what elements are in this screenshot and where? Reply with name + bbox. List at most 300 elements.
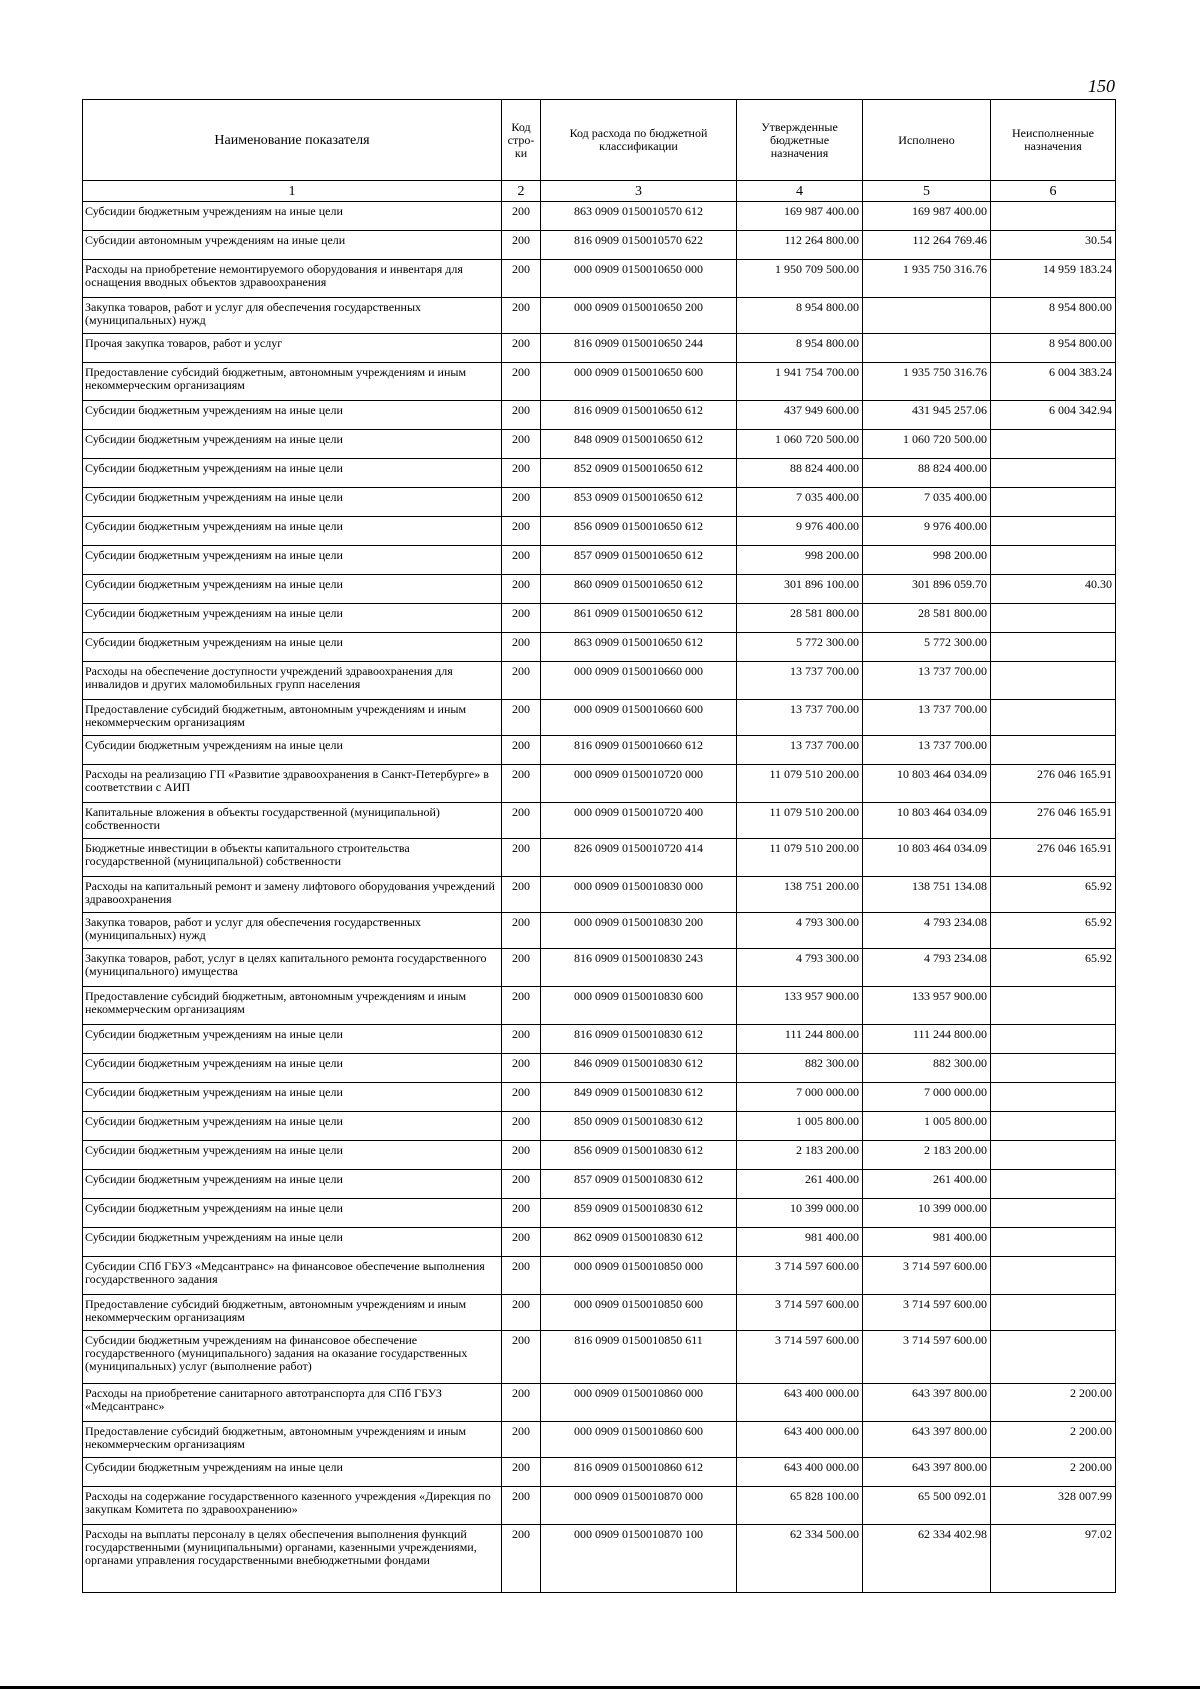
row-unexecuted xyxy=(991,633,1116,662)
row-unexecuted xyxy=(991,459,1116,488)
row-name: Предоставление субсидий бюджетным, автономным учреждениям и иным некоммерческим организациям xyxy=(83,700,502,736)
row-name: Субсидии бюджетным учреждениям на иные цели xyxy=(83,1199,502,1228)
row-executed: 3 714 597 600.00 xyxy=(863,1331,991,1384)
row-budget-code: 000 0909 0150010660 000 xyxy=(541,662,737,700)
row-line-code: 200 xyxy=(502,1054,541,1083)
row-approved: 9 976 400.00 xyxy=(737,517,863,546)
table-row xyxy=(83,401,1116,430)
row-unexecuted: 276 046 165.91 xyxy=(991,803,1116,839)
table-row xyxy=(83,231,1116,260)
row-executed: 2 183 200.00 xyxy=(863,1141,991,1170)
row-approved: 261 400.00 xyxy=(737,1170,863,1199)
row-budget-code: 816 0909 0150010850 611 xyxy=(541,1331,737,1384)
row-executed: 138 751 134.08 xyxy=(863,877,991,913)
row-budget-code: 000 0909 0150010650 000 xyxy=(541,260,737,298)
row-approved: 7 035 400.00 xyxy=(737,488,863,517)
table-row xyxy=(83,803,1116,839)
table-row xyxy=(83,949,1116,987)
table-row xyxy=(83,260,1116,298)
row-approved: 11 079 510 200.00 xyxy=(737,803,863,839)
row-approved: 981 400.00 xyxy=(737,1228,863,1257)
header-unexecuted: Неисполненные назначения xyxy=(991,100,1116,181)
row-line-code: 200 xyxy=(502,949,541,987)
row-unexecuted xyxy=(991,736,1116,765)
row-approved: 112 264 800.00 xyxy=(737,231,863,260)
table-row xyxy=(83,202,1116,231)
row-name: Субсидии бюджетным учреждениям на иные цели xyxy=(83,430,502,459)
row-executed: 4 793 234.08 xyxy=(863,913,991,949)
row-executed: 111 244 800.00 xyxy=(863,1025,991,1054)
table-row xyxy=(83,913,1116,949)
table-row xyxy=(83,662,1116,700)
row-budget-code: 850 0909 0150010830 612 xyxy=(541,1112,737,1141)
row-approved: 3 714 597 600.00 xyxy=(737,1295,863,1331)
row-approved: 13 737 700.00 xyxy=(737,700,863,736)
row-name: Субсидии бюджетным учреждениям на иные цели xyxy=(83,604,502,633)
row-approved: 11 079 510 200.00 xyxy=(737,765,863,803)
row-budget-code: 000 0909 0150010720 400 xyxy=(541,803,737,839)
table-row xyxy=(83,1170,1116,1199)
table-row xyxy=(83,839,1116,877)
row-executed: 3 714 597 600.00 xyxy=(863,1295,991,1331)
row-unexecuted xyxy=(991,1112,1116,1141)
row-budget-code: 000 0909 0150010870 000 xyxy=(541,1487,737,1525)
row-executed: 10 803 464 034.09 xyxy=(863,839,991,877)
row-unexecuted xyxy=(991,700,1116,736)
row-approved: 8 954 800.00 xyxy=(737,334,863,363)
row-budget-code: 000 0909 0150010660 600 xyxy=(541,700,737,736)
row-budget-code: 816 0909 0150010830 612 xyxy=(541,1025,737,1054)
row-line-code: 200 xyxy=(502,1112,541,1141)
row-unexecuted xyxy=(991,1025,1116,1054)
row-unexecuted xyxy=(991,517,1116,546)
column-number-row xyxy=(83,181,1116,202)
table-row xyxy=(83,736,1116,765)
row-unexecuted: 65.92 xyxy=(991,949,1116,987)
header-executed: Исполнено xyxy=(863,100,991,181)
row-approved: 998 200.00 xyxy=(737,546,863,575)
row-budget-code: 857 0909 0150010830 612 xyxy=(541,1170,737,1199)
row-budget-code: 846 0909 0150010830 612 xyxy=(541,1054,737,1083)
row-executed: 301 896 059.70 xyxy=(863,575,991,604)
row-unexecuted: 65.92 xyxy=(991,913,1116,949)
row-approved: 882 300.00 xyxy=(737,1054,863,1083)
row-line-code: 200 xyxy=(502,736,541,765)
row-approved: 169 987 400.00 xyxy=(737,202,863,231)
row-approved: 3 714 597 600.00 xyxy=(737,1257,863,1295)
row-name: Субсидии СПб ГБУЗ «Медсантранс» на финансовое обеспечение выполнения государственного задания xyxy=(83,1257,502,1295)
row-name: Субсидии бюджетным учреждениям на иные цели xyxy=(83,517,502,546)
row-unexecuted xyxy=(991,430,1116,459)
row-budget-code: 816 0909 0150010650 612 xyxy=(541,401,737,430)
row-executed: 13 737 700.00 xyxy=(863,736,991,765)
row-executed: 133 957 900.00 xyxy=(863,987,991,1025)
row-unexecuted: 8 954 800.00 xyxy=(991,298,1116,334)
table-row xyxy=(83,700,1116,736)
row-name: Расходы на капитальный ремонт и замену лифтового оборудования учреждений здравоохранения xyxy=(83,877,502,913)
row-executed: 88 824 400.00 xyxy=(863,459,991,488)
row-line-code: 200 xyxy=(502,839,541,877)
table-row xyxy=(83,1458,1116,1487)
row-budget-code: 000 0909 0150010830 000 xyxy=(541,877,737,913)
row-budget-code: 000 0909 0150010870 100 xyxy=(541,1525,737,1593)
row-name: Субсидии бюджетным учреждениям на иные цели xyxy=(83,1458,502,1487)
row-line-code: 200 xyxy=(502,1083,541,1112)
row-line-code: 200 xyxy=(502,765,541,803)
row-line-code: 200 xyxy=(502,1199,541,1228)
row-approved: 1 941 754 700.00 xyxy=(737,363,863,401)
row-approved: 4 793 300.00 xyxy=(737,949,863,987)
table-row xyxy=(83,546,1116,575)
row-name: Расходы на приобретение немонтируемого оборудования и инвентаря для оснащения вводных объектов здравоохранения xyxy=(83,260,502,298)
column-number: 3 xyxy=(541,181,737,202)
row-executed: 28 581 800.00 xyxy=(863,604,991,633)
row-line-code: 200 xyxy=(502,1384,541,1422)
row-executed: 643 397 800.00 xyxy=(863,1384,991,1422)
row-executed: 1 060 720 500.00 xyxy=(863,430,991,459)
row-executed: 643 397 800.00 xyxy=(863,1422,991,1458)
row-unexecuted xyxy=(991,1257,1116,1295)
row-line-code: 200 xyxy=(502,913,541,949)
row-line-code: 200 xyxy=(502,700,541,736)
row-name: Прочая закупка товаров, работ и услуг xyxy=(83,334,502,363)
row-budget-code: 000 0909 0150010830 200 xyxy=(541,913,737,949)
row-approved: 1 950 709 500.00 xyxy=(737,260,863,298)
row-name: Расходы на обеспечение доступности учреждений здравоохранения для инвалидов и других маломобильных групп населения xyxy=(83,662,502,700)
row-executed: 981 400.00 xyxy=(863,1228,991,1257)
row-unexecuted: 2 200.00 xyxy=(991,1458,1116,1487)
row-budget-code: 826 0909 0150010720 414 xyxy=(541,839,737,877)
table-row xyxy=(83,459,1116,488)
row-line-code: 200 xyxy=(502,488,541,517)
row-approved: 28 581 800.00 xyxy=(737,604,863,633)
row-approved: 643 400 000.00 xyxy=(737,1384,863,1422)
row-unexecuted: 6 004 383.24 xyxy=(991,363,1116,401)
row-line-code: 200 xyxy=(502,1458,541,1487)
row-approved: 8 954 800.00 xyxy=(737,298,863,334)
table-row xyxy=(83,430,1116,459)
row-approved: 133 957 900.00 xyxy=(737,987,863,1025)
row-line-code: 200 xyxy=(502,1170,541,1199)
row-approved: 62 334 500.00 xyxy=(737,1525,863,1593)
table-row xyxy=(83,1199,1116,1228)
header-indicator-name: Наименование показателя xyxy=(83,100,502,181)
row-unexecuted xyxy=(991,1141,1116,1170)
row-budget-code: 859 0909 0150010830 612 xyxy=(541,1199,737,1228)
row-name: Капитальные вложения в объекты государственной (муниципальной) собственности xyxy=(83,803,502,839)
row-name: Субсидии бюджетным учреждениям на финансовое обеспечение государственного (муниципального) задания на оказание государственных (муниципальных) услуг (выполнение работ) xyxy=(83,1331,502,1384)
row-line-code: 200 xyxy=(502,877,541,913)
table-body xyxy=(83,202,1116,1593)
column-number: 6 xyxy=(991,181,1116,202)
table-row xyxy=(83,877,1116,913)
row-line-code: 200 xyxy=(502,202,541,231)
table-row xyxy=(83,517,1116,546)
table-row xyxy=(83,363,1116,401)
row-line-code: 200 xyxy=(502,604,541,633)
row-name: Расходы на приобретение санитарного автотранспорта для СПб ГБУЗ «Медсантранс» xyxy=(83,1384,502,1422)
row-line-code: 200 xyxy=(502,1141,541,1170)
row-budget-code: 816 0909 0150010660 612 xyxy=(541,736,737,765)
row-name: Субсидии бюджетным учреждениям на иные цели xyxy=(83,1170,502,1199)
row-unexecuted xyxy=(991,1331,1116,1384)
row-name: Закупка товаров, работ, услуг в целях капитального ремонта государственного (муниципального) имущества xyxy=(83,949,502,987)
column-number: 4 xyxy=(737,181,863,202)
row-executed: 7 035 400.00 xyxy=(863,488,991,517)
row-approved: 13 737 700.00 xyxy=(737,736,863,765)
header-approved: Утвержденные бюджетные назначения xyxy=(737,100,863,181)
row-line-code: 200 xyxy=(502,231,541,260)
row-name: Субсидии бюджетным учреждениям на иные цели xyxy=(83,633,502,662)
table-row xyxy=(83,575,1116,604)
header-budget-code: Код расхода по бюджетной классификации xyxy=(541,100,737,181)
table-header xyxy=(83,100,1116,202)
row-line-code: 200 xyxy=(502,1228,541,1257)
row-line-code: 200 xyxy=(502,1525,541,1593)
row-budget-code: 852 0909 0150010650 612 xyxy=(541,459,737,488)
row-executed: 112 264 769.46 xyxy=(863,231,991,260)
table-row xyxy=(83,765,1116,803)
row-budget-code: 853 0909 0150010650 612 xyxy=(541,488,737,517)
column-number: 5 xyxy=(863,181,991,202)
row-executed: 10 803 464 034.09 xyxy=(863,765,991,803)
row-unexecuted: 2 200.00 xyxy=(991,1422,1116,1458)
row-unexecuted xyxy=(991,987,1116,1025)
row-unexecuted: 97.02 xyxy=(991,1525,1116,1593)
row-line-code: 200 xyxy=(502,662,541,700)
table-row xyxy=(83,1112,1116,1141)
row-name: Субсидии бюджетным учреждениям на иные цели xyxy=(83,736,502,765)
table-row xyxy=(83,1525,1116,1593)
table-row xyxy=(83,1025,1116,1054)
row-line-code: 200 xyxy=(502,334,541,363)
table-row xyxy=(83,1257,1116,1295)
row-budget-code: 000 0909 0150010860 000 xyxy=(541,1384,737,1422)
row-executed: 13 737 700.00 xyxy=(863,662,991,700)
table-row xyxy=(83,1331,1116,1384)
row-approved: 7 000 000.00 xyxy=(737,1083,863,1112)
row-executed: 62 334 402.98 xyxy=(863,1525,991,1593)
row-unexecuted: 276 046 165.91 xyxy=(991,765,1116,803)
row-name: Субсидии бюджетным учреждениям на иные цели xyxy=(83,1083,502,1112)
row-unexecuted: 30.54 xyxy=(991,231,1116,260)
row-line-code: 200 xyxy=(502,363,541,401)
row-unexecuted xyxy=(991,1170,1116,1199)
row-name: Закупка товаров, работ и услуг для обеспечения государственных (муниципальных) нужд xyxy=(83,298,502,334)
row-unexecuted xyxy=(991,1054,1116,1083)
row-name: Субсидии бюджетным учреждениям на иные цели xyxy=(83,575,502,604)
row-name: Предоставление субсидий бюджетным, автономным учреждениям и иным некоммерческим организациям xyxy=(83,1295,502,1331)
table-row xyxy=(83,604,1116,633)
row-name: Субсидии бюджетным учреждениям на иные цели xyxy=(83,401,502,430)
table-row xyxy=(83,987,1116,1025)
row-approved: 1 060 720 500.00 xyxy=(737,430,863,459)
table-row xyxy=(83,298,1116,334)
row-unexecuted: 40.30 xyxy=(991,575,1116,604)
row-unexecuted: 6 004 342.94 xyxy=(991,401,1116,430)
row-approved: 4 793 300.00 xyxy=(737,913,863,949)
row-approved: 3 714 597 600.00 xyxy=(737,1331,863,1384)
row-executed: 1 005 800.00 xyxy=(863,1112,991,1141)
row-approved: 138 751 200.00 xyxy=(737,877,863,913)
row-executed: 169 987 400.00 xyxy=(863,202,991,231)
table-row xyxy=(83,1422,1116,1458)
row-line-code: 200 xyxy=(502,546,541,575)
table-row xyxy=(83,334,1116,363)
row-unexecuted xyxy=(991,604,1116,633)
row-executed: 5 772 300.00 xyxy=(863,633,991,662)
row-name: Субсидии бюджетным учреждениям на иные цели xyxy=(83,1228,502,1257)
row-approved: 111 244 800.00 xyxy=(737,1025,863,1054)
row-budget-code: 857 0909 0150010650 612 xyxy=(541,546,737,575)
row-name: Расходы на реализацию ГП «Развитие здравоохранения в Санкт-Петербурге» в соответствии с АИП xyxy=(83,765,502,803)
row-approved: 10 399 000.00 xyxy=(737,1199,863,1228)
row-name: Субсидии автономным учреждениям на иные цели xyxy=(83,231,502,260)
row-name: Субсидии бюджетным учреждениям на иные цели xyxy=(83,1112,502,1141)
table-row xyxy=(83,1384,1116,1422)
table-row xyxy=(83,1295,1116,1331)
row-name: Расходы на содержание государственного казенного учреждения «Дирекция по закупкам Комитета по здравоохранению» xyxy=(83,1487,502,1525)
column-number: 2 xyxy=(502,181,541,202)
row-line-code: 200 xyxy=(502,1422,541,1458)
row-name: Субсидии бюджетным учреждениям на иные цели xyxy=(83,1025,502,1054)
row-budget-code: 860 0909 0150010650 612 xyxy=(541,575,737,604)
row-executed: 882 300.00 xyxy=(863,1054,991,1083)
row-unexecuted xyxy=(991,1295,1116,1331)
row-unexecuted xyxy=(991,662,1116,700)
row-budget-code: 863 0909 0150010650 612 xyxy=(541,633,737,662)
row-line-code: 200 xyxy=(502,517,541,546)
table-row xyxy=(83,1228,1116,1257)
column-number: 1 xyxy=(83,181,502,202)
row-budget-code: 000 0909 0150010650 600 xyxy=(541,363,737,401)
row-line-code: 200 xyxy=(502,987,541,1025)
row-line-code: 200 xyxy=(502,401,541,430)
row-line-code: 200 xyxy=(502,1295,541,1331)
row-budget-code: 000 0909 0150010830 600 xyxy=(541,987,737,1025)
row-approved: 11 079 510 200.00 xyxy=(737,839,863,877)
row-line-code: 200 xyxy=(502,1257,541,1295)
row-approved: 2 183 200.00 xyxy=(737,1141,863,1170)
row-unexecuted xyxy=(991,1228,1116,1257)
row-executed xyxy=(863,298,991,334)
row-budget-code: 848 0909 0150010650 612 xyxy=(541,430,737,459)
row-line-code: 200 xyxy=(502,298,541,334)
row-unexecuted: 2 200.00 xyxy=(991,1384,1116,1422)
table-row xyxy=(83,1083,1116,1112)
table-row xyxy=(83,633,1116,662)
row-budget-code: 816 0909 0150010570 622 xyxy=(541,231,737,260)
header-line-code: Код стро-ки xyxy=(502,100,541,181)
row-name: Бюджетные инвестиции в объекты капитального строительства государственной (муниципальной) собственности xyxy=(83,839,502,877)
row-approved: 65 828 100.00 xyxy=(737,1487,863,1525)
row-budget-code: 863 0909 0150010570 612 xyxy=(541,202,737,231)
row-line-code: 200 xyxy=(502,803,541,839)
row-name: Предоставление субсидий бюджетным, автономным учреждениям и иным некоммерческим организациям xyxy=(83,987,502,1025)
row-unexecuted: 276 046 165.91 xyxy=(991,839,1116,877)
table-row xyxy=(83,1054,1116,1083)
row-executed: 431 945 257.06 xyxy=(863,401,991,430)
row-executed: 998 200.00 xyxy=(863,546,991,575)
row-name: Субсидии бюджетным учреждениям на иные цели xyxy=(83,1141,502,1170)
row-unexecuted: 8 954 800.00 xyxy=(991,334,1116,363)
row-approved: 1 005 800.00 xyxy=(737,1112,863,1141)
row-budget-code: 000 0909 0150010850 000 xyxy=(541,1257,737,1295)
table-row xyxy=(83,1141,1116,1170)
row-approved: 88 824 400.00 xyxy=(737,459,863,488)
row-line-code: 200 xyxy=(502,575,541,604)
row-executed: 9 976 400.00 xyxy=(863,517,991,546)
row-unexecuted xyxy=(991,488,1116,517)
row-unexecuted xyxy=(991,546,1116,575)
row-approved: 301 896 100.00 xyxy=(737,575,863,604)
row-line-code: 200 xyxy=(502,459,541,488)
row-approved: 643 400 000.00 xyxy=(737,1422,863,1458)
row-budget-code: 856 0909 0150010650 612 xyxy=(541,517,737,546)
row-name: Предоставление субсидий бюджетным, автономным учреждениям и иным некоммерческим организациям xyxy=(83,1422,502,1458)
row-executed: 7 000 000.00 xyxy=(863,1083,991,1112)
row-executed: 1 935 750 316.76 xyxy=(863,260,991,298)
row-budget-code: 849 0909 0150010830 612 xyxy=(541,1083,737,1112)
row-executed: 10 399 000.00 xyxy=(863,1199,991,1228)
row-executed: 4 793 234.08 xyxy=(863,949,991,987)
row-budget-code: 000 0909 0150010720 000 xyxy=(541,765,737,803)
row-budget-code: 000 0909 0150010860 600 xyxy=(541,1422,737,1458)
row-executed: 1 935 750 316.76 xyxy=(863,363,991,401)
row-name: Субсидии бюджетным учреждениям на иные цели xyxy=(83,488,502,517)
table-row xyxy=(83,488,1116,517)
row-line-code: 200 xyxy=(502,430,541,459)
row-approved: 643 400 000.00 xyxy=(737,1458,863,1487)
row-name: Субсидии бюджетным учреждениям на иные цели xyxy=(83,1054,502,1083)
row-budget-code: 862 0909 0150010830 612 xyxy=(541,1228,737,1257)
row-unexecuted: 14 959 183.24 xyxy=(991,260,1116,298)
row-unexecuted xyxy=(991,1199,1116,1228)
row-name: Субсидии бюджетным учреждениям на иные цели xyxy=(83,546,502,575)
row-unexecuted: 328 007.99 xyxy=(991,1487,1116,1525)
row-executed: 10 803 464 034.09 xyxy=(863,803,991,839)
row-approved: 13 737 700.00 xyxy=(737,662,863,700)
row-line-code: 200 xyxy=(502,633,541,662)
row-budget-code: 861 0909 0150010650 612 xyxy=(541,604,737,633)
row-executed: 261 400.00 xyxy=(863,1170,991,1199)
row-name: Расходы на выплаты персоналу в целях обеспечения выполнения функций государственными (муниципальными) органами, казенными учреждениями, органами управления государственными внебюджетными фондами xyxy=(83,1525,502,1593)
row-unexecuted xyxy=(991,202,1116,231)
table-row xyxy=(83,1487,1116,1525)
row-approved: 5 772 300.00 xyxy=(737,633,863,662)
row-executed: 13 737 700.00 xyxy=(863,700,991,736)
budget-execution-table xyxy=(82,99,1116,1593)
row-executed: 643 397 800.00 xyxy=(863,1458,991,1487)
row-name: Субсидии бюджетным учреждениям на иные цели xyxy=(83,459,502,488)
row-budget-code: 000 0909 0150010850 600 xyxy=(541,1295,737,1331)
page-number: 150 xyxy=(1088,76,1115,96)
row-line-code: 200 xyxy=(502,1331,541,1384)
row-line-code: 200 xyxy=(502,1487,541,1525)
row-budget-code: 816 0909 0150010860 612 xyxy=(541,1458,737,1487)
row-line-code: 200 xyxy=(502,1025,541,1054)
row-executed: 65 500 092.01 xyxy=(863,1487,991,1525)
row-name: Субсидии бюджетным учреждениям на иные цели xyxy=(83,202,502,231)
row-unexecuted: 65.92 xyxy=(991,877,1116,913)
row-line-code: 200 xyxy=(502,260,541,298)
row-approved: 437 949 600.00 xyxy=(737,401,863,430)
row-budget-code: 000 0909 0150010650 200 xyxy=(541,298,737,334)
row-executed: 3 714 597 600.00 xyxy=(863,1257,991,1295)
row-name: Закупка товаров, работ и услуг для обеспечения государственных (муниципальных) нужд xyxy=(83,913,502,949)
row-name: Предоставление субсидий бюджетным, автономным учреждениям и иным некоммерческим организациям xyxy=(83,363,502,401)
row-budget-code: 816 0909 0150010830 243 xyxy=(541,949,737,987)
